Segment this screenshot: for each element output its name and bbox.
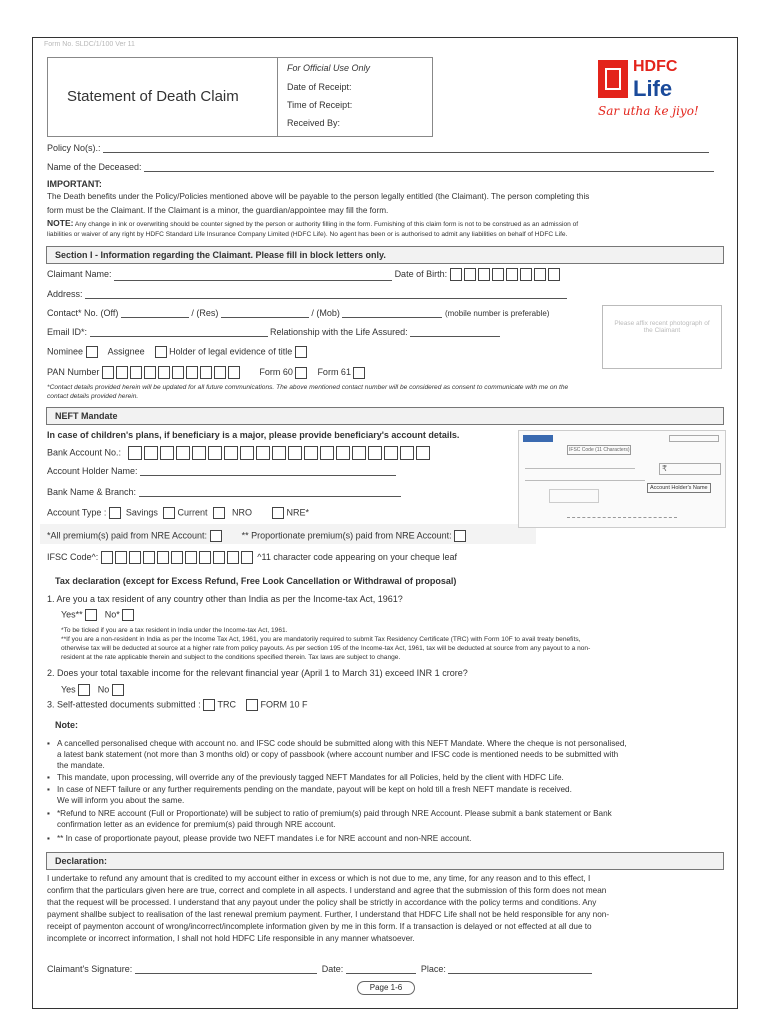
declaration-line-2: confirm that the particulars given here are true, correct and complete in all aspects. I understand and agree that the submission of this form does not mean (47, 886, 607, 895)
tax-note-3: otherwise tax will be deducted at source at a higher rate from policy payouts. As per section 195 of the Income-tax Act, 1961, tax will be deducted at source from any payout to a non- (61, 645, 591, 652)
tax-q3 (47, 699, 308, 711)
deceased-row (47, 162, 714, 172)
declaration-line-4: payment shallbe subject to realisation of the last renewal premium payment. Further, I understand that HDFC Life shall not be held responsible for any non- (47, 910, 610, 919)
pan-cells[interactable] (102, 366, 242, 379)
cheque-holder-name: Account Holder's Name (647, 483, 711, 493)
policy-input[interactable] (103, 144, 709, 153)
tax-q2: 2. Does your total taxable income for the relevant financial year (April 1 to March 31) exceed INR 1 crore? (47, 668, 468, 678)
tax-q2-options (61, 684, 124, 696)
holder-name-label: Account Holder Name: (47, 466, 138, 476)
all-premium-checkbox[interactable] (210, 530, 222, 542)
email-input[interactable] (90, 328, 268, 337)
relationship-input[interactable] (410, 328, 500, 337)
holder-name-input[interactable] (140, 467, 396, 476)
bank-branch-input[interactable] (139, 488, 401, 497)
policy-row (47, 143, 709, 153)
holder-label: Holder of legal evidence of title (169, 346, 293, 357)
children-note: In case of children's plans, if beneficiary is a major, please provide beneficiary's account details. (47, 430, 460, 440)
dob-cells[interactable] (450, 268, 562, 281)
note-bullet-1b: a latest bank statement (not more than 3 months old) or copy of passbook (where account number and IFSC code is mentioned needs to be submitted with (57, 750, 619, 759)
pan-label: PAN Number (47, 366, 100, 377)
savings-label: Savings (125, 507, 158, 518)
nominee-label: Nominee (47, 346, 84, 357)
declaration-line-1: I undertake to refund any amount that is credited to my account either in excess or which is not due to me, any time, for any reason and to this effect, I (47, 874, 591, 883)
deceased-label: Name of the Deceased: (47, 162, 142, 172)
tax-q1: 1. Are you a tax resident of any country other than India as per the Income-tax Act, 1961? (47, 594, 403, 604)
address-label: Address: (47, 289, 83, 299)
prop-premium-label: ** Proportionate premium(s) paid from NRE Account: (241, 530, 452, 541)
bank-logo-icon (523, 435, 553, 442)
current-label: Current (177, 507, 208, 518)
contact-mob-label: / (Mob) (311, 308, 340, 318)
bank-branch-label: Bank Name & Branch: (47, 487, 137, 497)
cheque-rupee-box: ₹ (659, 463, 721, 475)
cheque-stamp-box (549, 489, 599, 503)
note-bullet-3: ▪ In case of NEFT failure or any further requirements pending on the mandate, payout will be kept on hold till a fresh NEFT mandate is received. (57, 784, 572, 796)
q3-label: 3. Self-attested documents submitted : (47, 699, 201, 710)
tax-title: Tax declaration (except for Excess Refund, Free Look Cancellation or Withdrawal of proposal) (55, 576, 457, 586)
pan-row (47, 366, 365, 379)
contact-off-label: Contact* No. (Off) (47, 308, 119, 318)
email-label: Email ID*: (47, 327, 88, 337)
ifsc-note: ^11 character code appearing on your cheque leaf (257, 551, 457, 562)
note-bullet-4: ▪ *Refund to NRE account (Full or Proportionate) will be subject to ratio of premium(s) paid through NRE Account. Please submit a bank statement or Bank (57, 808, 612, 820)
relationship-label: Relationship with the Life Assured: (270, 327, 408, 337)
account-type-row (47, 507, 309, 519)
logo-tagline: Sar utha ke jiyo! (598, 104, 699, 118)
declaration-line-5: receipt of paymenton account of wrong/incorrect/incomplete information given by me in this form. If a transaction is delayed or not effected at all due to (47, 922, 592, 931)
yes2-label: Yes (61, 684, 76, 695)
official-use-heading: For Official Use Only (287, 63, 371, 73)
claimant-name-label: Claimant Name: (47, 268, 112, 279)
time-of-receipt: Time of Receipt: (287, 100, 353, 110)
received-by: Received By: (287, 118, 341, 128)
account-type-label: Account Type : (47, 507, 107, 518)
tax-note-4: resident at the rate applicable therein and subject to the conditions specified therein. Tax laws are subject to change. (61, 654, 401, 661)
note-label: NOTE: (47, 218, 74, 228)
all-premium-label: *All premium(s) paid from NRE Account: (47, 530, 208, 541)
nro-checkbox[interactable] (213, 507, 225, 519)
yes2-checkbox[interactable] (78, 684, 90, 696)
nre-label: NRE* (286, 507, 310, 518)
note-bullet-4b: confirmation letter as an evidence for premium(s) paid through NRE account. (57, 820, 336, 829)
policy-label: Policy No(s).: (47, 143, 101, 153)
form10f-label: FORM 10 F (260, 699, 308, 710)
assignee-label: Assignee (107, 346, 145, 357)
yes1-checkbox[interactable] (85, 609, 97, 621)
hdfc-logo-icon (598, 60, 628, 98)
tax-q1-options (61, 609, 134, 621)
deceased-input[interactable] (144, 163, 714, 172)
signature-input[interactable] (135, 965, 317, 974)
bank-account-cells[interactable] (128, 446, 432, 460)
contact-note-2: contact details provided herein. (47, 393, 139, 400)
cheque-ifsc: IFSC Code (11 Characters) (569, 447, 630, 453)
yes1-label: Yes** (61, 609, 83, 620)
footer-date-input[interactable] (346, 965, 416, 974)
section1-header: Section I - Information regarding the Claimant. Please fill in block letters only. (46, 246, 724, 264)
mob-note: (mobile number is preferable) (444, 309, 550, 318)
cheque-micr-line (567, 517, 677, 522)
sample-cheque (518, 430, 726, 528)
important-heading: IMPORTANT: (47, 179, 102, 189)
claimant-name-row (47, 268, 562, 281)
bank-branch-row (47, 487, 401, 497)
address-input[interactable] (85, 290, 567, 299)
no1-label: No* (104, 609, 120, 620)
footer-place-label: Place: (420, 964, 446, 974)
page-number: Page 1-6 (357, 981, 415, 995)
bank-account-label: Bank Account No.: (47, 447, 122, 458)
declaration-line-6: incomplete or incorrect information, I shall not hold HDFC Life responsible in any manner whatsoever. (47, 934, 415, 943)
ifsc-label: IFSC Code^: (47, 551, 99, 562)
nominee-row (47, 346, 307, 358)
form60-label: Form 60 (259, 366, 293, 377)
bank-account-row (47, 446, 432, 460)
declaration-header: Declaration: (46, 852, 724, 870)
savings-checkbox[interactable] (109, 507, 121, 519)
trc-label: TRC (217, 699, 236, 710)
note-text-1: Any change in ink or overwriting should be counter signed by the person or authority filling in the form. Furnishing of this claim form is not to be construed as an admission of (74, 221, 579, 228)
nre-checkbox[interactable] (272, 507, 284, 519)
footer-date-label: Date: (321, 964, 344, 974)
cheque-payee-line (525, 463, 635, 469)
notes-title: Note: (55, 720, 78, 730)
cheque-amount-line (525, 475, 645, 481)
trc-checkbox[interactable] (203, 699, 215, 711)
holder-checkbox[interactable] (295, 346, 307, 358)
signature-row (47, 964, 592, 974)
footer-place-input[interactable] (448, 965, 592, 974)
declaration-line-3: that the request will be processed. I understand that any payout under the policy shall be strictly in accordance with the policy terms and conditions. Any (47, 898, 597, 907)
logo-hdfc-text: HDFC (633, 58, 678, 75)
no1-checkbox[interactable] (122, 609, 134, 621)
contact-res-input[interactable] (221, 309, 309, 318)
form61-label: Form 61 (317, 366, 351, 377)
form-title: Statement of Death Claim (67, 88, 239, 105)
form60-checkbox[interactable] (295, 367, 307, 379)
ifsc-row (47, 551, 457, 564)
form61-checkbox[interactable] (353, 367, 365, 379)
tax-note-2: **If you are a non-resident in India as per the Income Tax Act, 1961, you are mandatorily required to submit Tax Residency Certificate (TRC) with Form 10F to avail treaty benefits, (61, 636, 581, 643)
contact-row (47, 308, 549, 318)
nro-label: NRO (232, 507, 253, 518)
note-text-2: liabilities or waiver of any right by HDFC Standard Life Insurance Company Limited (HDFC Life). No agent has been or is authorised to admit any liabilities on behalf of HDFC Life. (47, 231, 568, 238)
email-row (47, 327, 500, 337)
tax-note-1: *To be ticked if you are a tax resident in India under the Income-tax Act, 1961. (61, 627, 288, 634)
no2-checkbox[interactable] (112, 684, 124, 696)
current-checkbox[interactable] (163, 507, 175, 519)
holder-name-row (47, 466, 396, 476)
contact-note-1: *Contact details provided herein will be updated for all future communications. The above mentioned contact number will be considered as consent to communicate with me on the (47, 384, 569, 391)
neft-header: NEFT Mandate (46, 407, 724, 425)
form10f-checkbox[interactable] (246, 699, 258, 711)
date-of-receipt: Date of Receipt: (287, 82, 352, 92)
no2-label: No (97, 684, 110, 695)
signature-label: Claimant's Signature: (47, 964, 133, 974)
nre-premium-row (47, 530, 466, 542)
prop-premium-checkbox[interactable] (454, 530, 466, 542)
note-line-1 (47, 219, 578, 229)
note-bullet-2: ▪ This mandate, upon processing, will override any of the previously tagged NEFT Mandates for all Policies, held by the client with HDFC Life. (57, 772, 564, 784)
contact-res-label: / (Res) (191, 308, 219, 318)
nominee-checkbox[interactable] (86, 346, 98, 358)
cheque-date-boxes (669, 435, 719, 442)
note-bullet-1c: the mandate. (57, 761, 105, 770)
note-bullet-1: ▪ A cancelled personalised cheque with account no. and IFSC code should be submitted along with this NEFT Mandate. Where the cheque is not personalised, (57, 738, 627, 750)
form-number: Form No. SLDC/1/100 Ver 11 (44, 41, 135, 48)
logo-life-text: Life (633, 76, 673, 101)
photo-box: Please affix recent photograph of the Claimant (602, 305, 722, 369)
important-text-1: The Death benefits under the Policy/Policies mentioned above will be payable to the person legally entitled (the Claimant). The person completing this (47, 192, 590, 201)
assignee-checkbox[interactable] (155, 346, 167, 358)
note-bullet-3b: We will inform you about the same. (57, 796, 185, 805)
address-row (47, 289, 567, 299)
note-bullet-5: ▪ ** In case of proportionate payout, please provide two NEFT mandates i.e for NRE account and non-NRE account. (57, 833, 471, 845)
ifsc-cells[interactable] (101, 551, 255, 564)
claimant-name-input[interactable] (114, 272, 392, 281)
contact-mob-input[interactable] (342, 309, 442, 318)
dob-label: Date of Birth: (394, 268, 448, 279)
contact-off-input[interactable] (121, 309, 189, 318)
important-text-2: form must be the Claimant. If the Claimant is a minor, the guardian/appointee may fill the form. (47, 206, 389, 215)
